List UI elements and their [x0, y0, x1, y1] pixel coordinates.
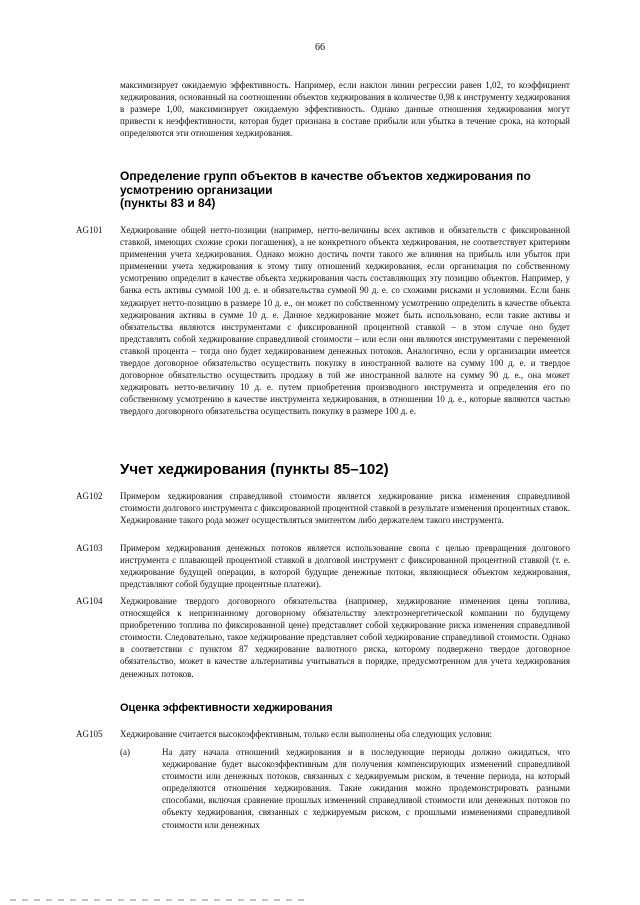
section-heading-groups-line1: Определение групп объектов в качестве объектов хеджирования по усмотрению организации [120, 169, 531, 197]
paragraph-number-ag105: AG105 [76, 729, 103, 739]
section-heading-groups [120, 170, 570, 211]
paragraph-ag101: Хеджирование общей нетто-позиции (например, нетто-величины всех активов и обязательств с фиксированной ставкой, имеющих схожие сроки погашения), а не конкретного объекта хеджирования, не соответствует критериям применения учета хеджирования. Однако можно достичь почти такого же влияния на прибыль или убыток при применении учета хеджирования к этому типу отношений хеджирования, если организация по собственному усмотрению определит в качестве объекта хеджирования часть составляющих эту позицию объектов. Например, у банка есть активы суммой 100 д. е. и обязательства суммой 90 д. е. со схожими рисками и условиями. Если банк хеджирует нетто-позицию в размере 10 д. е., он может по собственному усмотрению определить в качестве объекта хеджирования активы в сумме 10 д. е. Данное хеджирование может быть использовано, если такие активы и обязательства являются инструментами с фиксированной процентной ставкой – в этом случае оно будет представлять собой хеджирование справедливой стоимости – или если они являются инструментами с переменной ставкой процента – тогда оно будет хеджированием денежных потоков. Аналогично, если у организации имеется твердое договорное обязательство осуществить покупку в иностранной валюте на сумму 100 д. е. и твердое договорное обязательство осуществить продажу в той же иностранной валюте на сумму 90 д. е., она может хеджировать нетто-величину 10 д. е. путем приобретения производного инструмента и определения его по собственному усмотрению в качестве инструмента хеджирования, в отношении 10 д. е., которые являются частью твердого договорного обязательства осуществить покупку в размере 100 д. е. [120, 225, 570, 417]
paragraph-ag102: Примером хеджирования справедливой стоимости является хеджирование риска изменения справедливой стоимости долгового инструмента с фиксированной процентной ставкой в результате изменения процентных ставок. Хеджирование такого рода может осуществляться эмитентом либо держателем такого инструмента. [120, 491, 570, 526]
paragraph-ag105: Хеджирование считается высокоэффективным, только если выполнены оба следующих условия: [120, 729, 492, 739]
section-heading-effectiveness: Оценка эффективности хеджирования [120, 702, 333, 714]
section-heading-accounting: Учет хеджирования (пункты 85–102) [120, 461, 389, 478]
paragraph-number-ag102: AG102 [76, 491, 103, 501]
subitem-text-a: На дату начала отношений хеджирования и в последующие периоды должно ожидаться, что хеджирование будет высокоэффективным для получения компенсирующих изменений справедливой стоимости или денежных потоков, связанных с хеджируемым риском, в течение периода, на который определяются отношения хеджирования. Такие ожидания можно продемонстрировать разными способами, включая сравнение прошлых изменений справедливой стоимости или денежных потоков по объекту хеджирования, связанных с хеджируемым риском, с прошлыми изменениями справедливой стоимости или денежных [162, 747, 570, 830]
scan-artifact-line [10, 899, 310, 901]
paragraph-number-ag103: AG103 [76, 543, 103, 553]
paragraph-number-ag101: AG101 [76, 225, 103, 235]
section-heading-groups-line2: (пункты 83 и 84) [120, 196, 216, 210]
intro-paragraph: максимизирует ожидаемую эффективность. Например, если наклон линии регрессии равен 1,02, то коэффициент хеджирования, основанный на соотношении объектов хеджирования в количестве 0,98 к инструменту хеджирования в размере 1,00, максимизирует ожидаемую эффективность. Однако данные отношения хеджирования могут привести к неэффективности, которая будет признана в составе прибыли или убытка в течение срока, на который определяются эти отношения хеджирования. [120, 80, 570, 139]
paragraph-ag103: Примером хеджирования денежных потоков является использование свопа с целью превращения долгового инструмента с плавающей процентной ставкой в долговой инструмент с фиксированной процентной ставкой (т. е. хеджирование будущей операции, в которой будущие денежные потоки, являющиеся объектом хеджирования, представляют собой будущие процентные платежи). [120, 543, 570, 590]
page-number: 66 [315, 42, 325, 53]
subitem-label-a: (а) [120, 747, 130, 757]
paragraph-number-ag104: AG104 [76, 596, 103, 606]
paragraph-ag104: Хеджирование твердого договорного обязательства (например, хеджирование изменения цены топлива, относящейся к непризнанному договорному обязательству электроэнергетической компании по будущему приобретению топлива по фиксированной цене) представляет собой хеджирование риска изменения справедливой стоимости. Следовательно, такое хеджирование представляет собой хеджирование справедливой стоимости. Однако в соответствии с пунктом 87 хеджирование валютного риска, которому подвержено твердое договорное обязательство, может в качестве альтернативы учитываться в порядке, предусмотренном для учета хеджирования денежных потоков. [120, 596, 570, 679]
